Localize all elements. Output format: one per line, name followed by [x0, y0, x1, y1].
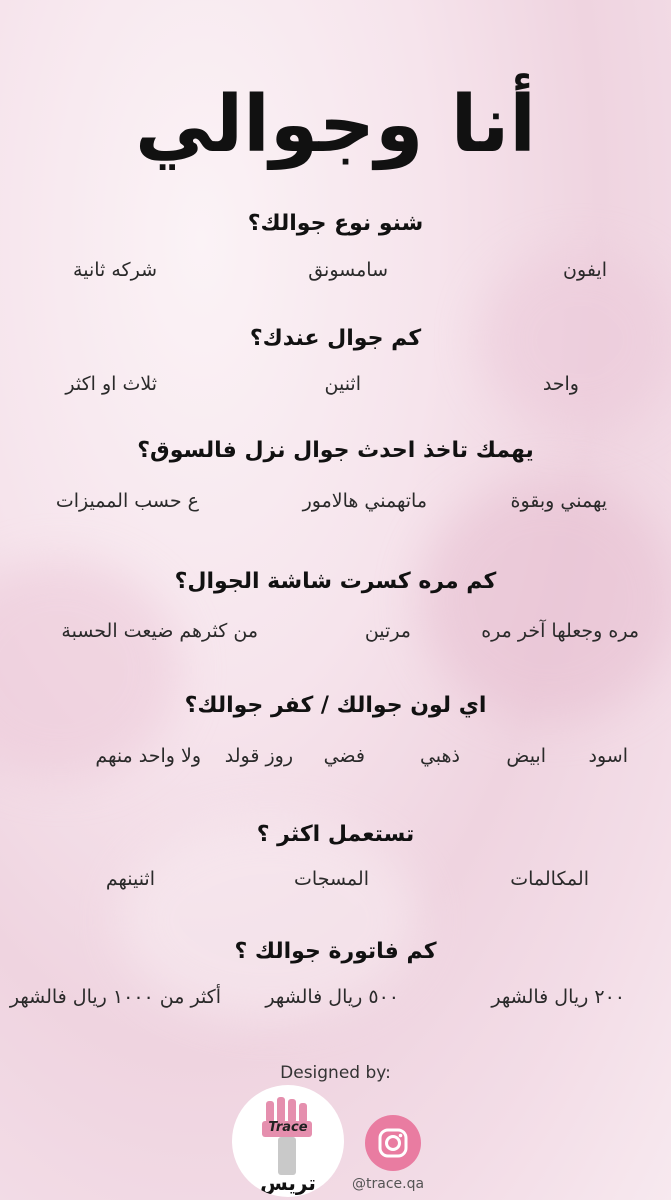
option: ثلاث او اكثر — [65, 373, 157, 395]
option: ٢٠٠ ريال فالشهر — [491, 986, 625, 1008]
option: ٥٠٠ ريال فالشهر — [265, 986, 399, 1008]
option: أكثر من ١٠٠٠ ريال فالشهر — [9, 986, 221, 1008]
options-latest-phone — [0, 490, 671, 520]
question-phone-bill: كم فاتورة جوالك ؟ — [234, 939, 437, 964]
option: مره وجعلها آخر مره — [481, 620, 639, 642]
instagram-handle[interactable]: @trace.qa — [352, 1176, 425, 1192]
designed-by-label: Designed by: — [280, 1063, 391, 1083]
instagram-icon — [365, 1115, 421, 1171]
option: ماتهمني هالامور — [302, 490, 427, 512]
options-usage — [0, 868, 671, 898]
option: المكالمات — [510, 868, 589, 890]
options-phone-count — [0, 373, 671, 403]
question-latest-phone: يهمك تاخذ احدث جوال نزل فالسوق؟ — [137, 438, 534, 463]
option: المسجات — [294, 868, 369, 890]
poster-title: أنا وجوالي — [134, 80, 536, 170]
option: اسود — [588, 745, 628, 767]
option: يهمني وبقوة — [510, 490, 607, 512]
option: ولا واحد منهم — [95, 745, 201, 767]
options-broken-screen — [0, 620, 671, 650]
option: ايفون — [563, 259, 607, 281]
question-broken-screen: كم مره كسرت شاشة الجوال؟ — [174, 569, 497, 594]
options-phone-bill — [0, 986, 671, 1016]
logo-text-ar: تريس — [260, 1171, 316, 1195]
option: ع حسب المميزات — [55, 490, 199, 512]
logo-text-en: Trace — [268, 1120, 308, 1135]
instagram-button[interactable] — [365, 1115, 421, 1171]
option: مرتين — [364, 620, 411, 642]
question-usage: تستعمل اكثر ؟ — [256, 822, 415, 847]
options-phone-type — [0, 259, 671, 289]
options-phone-color — [0, 745, 671, 775]
option: فضي — [323, 745, 365, 767]
option: ذهبي — [419, 745, 460, 767]
option: روز قولد — [224, 745, 293, 767]
question-phone-color: اي لون جوالك / كفر جوالك؟ — [184, 693, 487, 718]
question-phone-count: كم جوال عندك؟ — [249, 326, 422, 351]
option: من كثرهم ضيعت الحسبة — [61, 620, 258, 642]
option: ابيض — [506, 745, 546, 767]
option: واحد — [542, 373, 579, 395]
trace-logo — [232, 1085, 344, 1197]
option: شركه ثانية — [73, 259, 157, 281]
option: اثنين — [324, 373, 361, 395]
option: سامسونق — [308, 259, 388, 281]
question-phone-type: شنو نوع جوالك؟ — [247, 211, 424, 236]
option: اثنينهم — [105, 868, 155, 890]
